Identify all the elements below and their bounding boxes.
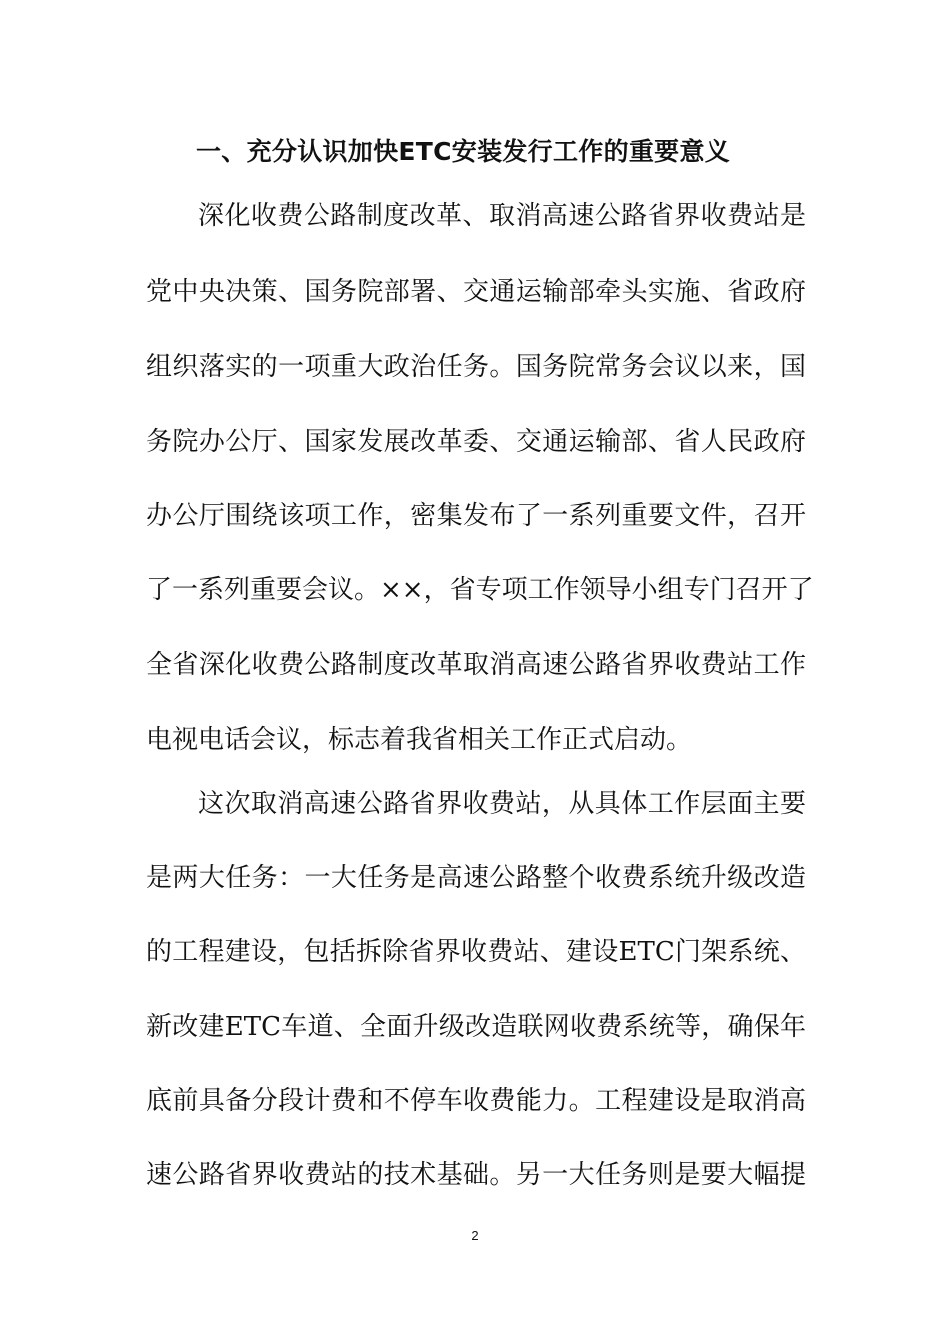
paragraph-1-line-4: 务院办公厅、国家发展改革委、交通运输部、省人民政府	[146, 427, 806, 457]
paragraph-1-line-2: 党中央决策、国务院部署、交通运输部牵头实施、省政府	[146, 277, 806, 307]
paragraph-2-line-1: 这次取消高速公路省界收费站，从具体工作层面主要	[198, 789, 806, 819]
section-heading: 一、充分认识加快ETC安装发行工作的重要意义	[196, 137, 731, 166]
paragraph-2-line-2: 是两大任务：一大任务是高速公路整个收费系统升级改造	[146, 863, 806, 893]
paragraph-1-line-6: 了一系列重要会议。××，省专项工作领导小组专门召开了	[146, 575, 814, 605]
paragraph-1-line-8: 电视电话会议，标志着我省相关工作正式启动。	[146, 725, 693, 755]
paragraph-2-line-3: 的工程建设，包括拆除省界收费站、建设ETC门架系统、	[146, 937, 806, 967]
page-number: 2	[471, 1228, 479, 1243]
paragraph-1-line-7: 全省深化收费公路制度改革取消高速公路省界收费站工作	[146, 650, 806, 680]
paragraph-1-line-1: 深化收费公路制度改革、取消高速公路省界收费站是	[198, 201, 806, 231]
paragraph-2-line-6: 速公路省界收费站的技术基础。另一大任务则是要大幅提	[146, 1160, 806, 1190]
paragraph-2-line-5: 底前具备分段计费和不停车收费能力。工程建设是取消高	[146, 1086, 806, 1116]
paragraph-1-line-3: 组织落实的一项重大政治任务。国务院常务会议以来，国	[146, 352, 806, 382]
paragraph-1-line-5: 办公厅围绕该项工作，密集发布了一系列重要文件，召开	[146, 501, 806, 531]
paragraph-2-line-4: 新改建ETC车道、全面升级改造联网收费系统等，确保年	[146, 1012, 806, 1042]
